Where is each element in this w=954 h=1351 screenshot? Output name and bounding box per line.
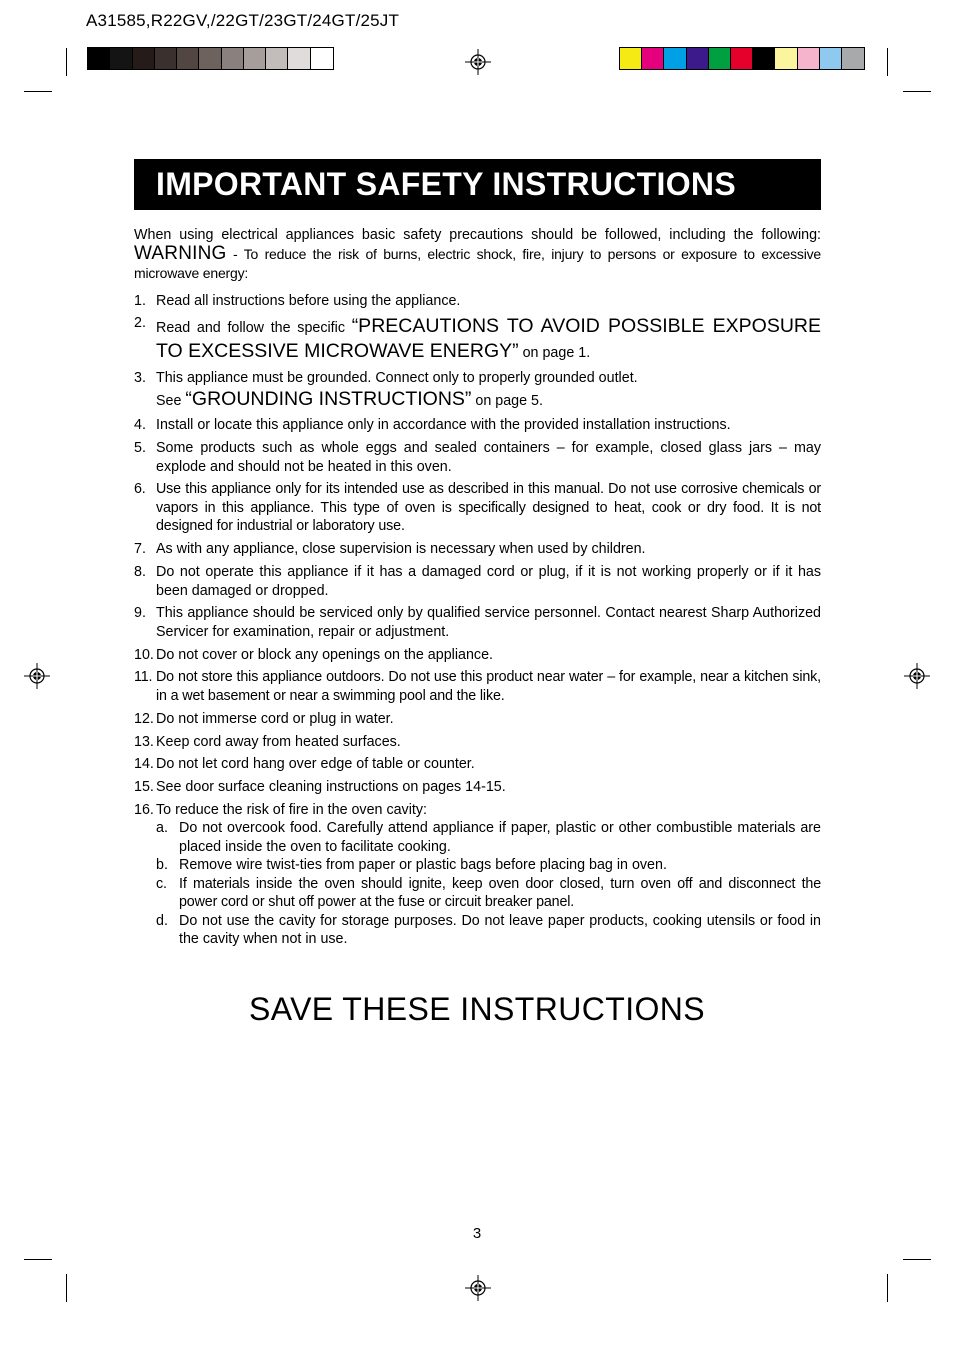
list-item xyxy=(134,563,821,600)
grayscale-color-bar xyxy=(87,47,334,70)
item-number: 1. xyxy=(134,292,146,309)
item-text: Do not use the cavity for storage purposes. Do not leave paper products, cooking utensils or food in the cavity when not in use. xyxy=(179,912,821,948)
item-number: 14. xyxy=(134,756,154,773)
intro-text: When using electrical appliances basic safety precautions should be followed, including the following: xyxy=(134,227,821,243)
item-text: As with any appliance, close supervision is necessary when used by children. xyxy=(156,541,646,558)
list-item xyxy=(134,733,821,752)
item-number: 4. xyxy=(134,417,146,434)
list-item xyxy=(134,540,821,559)
item-text: See xyxy=(156,393,186,410)
color-swatch xyxy=(642,48,664,69)
item-number: 12. xyxy=(134,710,154,727)
list-item xyxy=(134,778,821,797)
list-item xyxy=(134,480,821,536)
list-item xyxy=(134,439,821,476)
item-number: 3. xyxy=(134,369,146,386)
item-text: Do not operate this appliance if it has a damaged cord or plug, if it is not working properly or if it has been damaged or dropped. xyxy=(156,564,821,599)
item-text: This appliance must be grounded. Connect only to properly grounded outlet. xyxy=(156,369,638,386)
color-swatch xyxy=(88,48,110,69)
sub-list-item xyxy=(156,856,821,875)
item-text: Read all instructions before using the appliance. xyxy=(156,292,461,309)
warning-text: - To reduce the risk of burns, electric shock, fire, injury to persons or exposure to excessive microwave energy: xyxy=(134,245,821,281)
color-swatch xyxy=(820,48,842,69)
item-text: Install or locate this appliance only in accordance with the provided installation instructions. xyxy=(156,417,731,434)
item-number: c. xyxy=(156,875,167,892)
page-title: IMPORTANT SAFETY INSTRUCTIONS xyxy=(134,159,821,210)
crop-mark xyxy=(903,1259,931,1260)
list-item xyxy=(134,292,821,311)
process-color-bar xyxy=(619,47,865,70)
crop-mark xyxy=(66,1274,67,1302)
list-item xyxy=(134,668,821,705)
item-text: If materials inside the oven should ignite, keep oven door closed, turn oven off and disconnect the power cord or shut off power at the fuse or circuit breaker panel. xyxy=(179,875,821,911)
registration-mark-icon xyxy=(24,663,50,689)
color-swatch xyxy=(775,48,797,69)
registration-mark-icon xyxy=(904,663,930,689)
color-swatch xyxy=(798,48,820,69)
safety-content xyxy=(134,226,821,953)
list-item xyxy=(134,710,821,729)
crop-mark xyxy=(24,1259,52,1260)
item-text: Do not cover or block any openings on the appliance. xyxy=(156,646,493,663)
color-swatch xyxy=(709,48,731,69)
item-text: Do not store this appliance outdoors. Do not use this product near water – for example, near a kitchen sink, in a wet basement or near a swimming pool and the like. xyxy=(156,669,821,704)
sub-list-item xyxy=(156,875,821,912)
item-text: Do not let cord hang over edge of table or counter. xyxy=(156,756,475,773)
item-number: 16. xyxy=(134,801,154,818)
item-number: 5. xyxy=(134,440,146,457)
item-text: Read and follow the specific xyxy=(156,320,352,337)
list-item xyxy=(134,604,821,641)
color-swatch xyxy=(155,48,177,69)
item-number: 10. xyxy=(134,646,154,663)
crop-mark xyxy=(66,48,67,76)
color-swatch xyxy=(664,48,686,69)
color-swatch xyxy=(687,48,709,69)
color-swatch xyxy=(222,48,244,69)
warning-label: WARNING xyxy=(134,242,227,264)
color-swatch xyxy=(266,48,288,69)
item-number: a. xyxy=(156,820,168,837)
crop-mark xyxy=(903,91,931,92)
sub-list xyxy=(156,819,821,949)
item-number: 8. xyxy=(134,564,146,581)
color-swatch xyxy=(177,48,199,69)
item-number: 13. xyxy=(134,733,154,750)
item-text: This appliance should be serviced only by qualified service personnel. Contact nearest Sharp Authorized Servicer for examination, repair or adjustment. xyxy=(156,605,821,640)
color-swatch xyxy=(620,48,642,69)
color-swatch xyxy=(753,48,775,69)
item-emphasis: “GROUNDING INSTRUCTIONS” xyxy=(185,388,472,411)
crop-mark xyxy=(887,1274,888,1302)
registration-mark-icon xyxy=(465,49,491,75)
color-swatch xyxy=(244,48,266,69)
item-number: 7. xyxy=(134,541,146,558)
instruction-list xyxy=(134,292,821,949)
color-swatch xyxy=(842,48,864,69)
sub-list-item xyxy=(156,819,821,856)
registration-mark-icon xyxy=(465,1275,491,1301)
item-emphasis: “PRECAUTIONS TO AVOID POSSIBLE EXPOSURE TO EXCESSIVE MICROWAVE ENERGY” xyxy=(156,315,822,363)
item-number: b. xyxy=(156,857,168,874)
page-number: 3 xyxy=(472,1225,482,1242)
item-text: Keep cord away from heated surfaces. xyxy=(156,733,401,750)
item-text: Remove wire twist-ties from paper or plastic bags before placing bag in oven. xyxy=(179,857,667,874)
item-text: To reduce the risk of fire in the oven cavity: xyxy=(156,801,427,818)
color-swatch xyxy=(110,48,132,69)
item-number: 9. xyxy=(134,605,146,622)
item-text: Do not overcook food. Carefully attend appliance if paper, plastic or other combustible materials are placed inside the oven to facilitate cooking. xyxy=(179,820,821,855)
save-instructions-heading: SAVE THESE INSTRUCTIONS xyxy=(248,991,706,1027)
item-number: 6. xyxy=(134,481,146,498)
color-swatch xyxy=(731,48,753,69)
list-item xyxy=(134,801,821,949)
list-item xyxy=(134,646,821,665)
item-number: 2. xyxy=(134,315,146,332)
sub-list-item xyxy=(156,912,821,949)
color-swatch xyxy=(311,48,333,69)
list-item xyxy=(134,314,821,364)
crop-mark xyxy=(24,91,52,92)
color-swatch xyxy=(133,48,155,69)
item-number: 11. xyxy=(134,669,153,686)
item-text: on page 1. xyxy=(518,345,591,362)
list-item xyxy=(134,755,821,774)
intro-paragraph xyxy=(134,226,821,284)
item-text: Do not immerse cord or plug in water. xyxy=(156,710,394,727)
item-number: d. xyxy=(156,912,168,929)
color-swatch xyxy=(288,48,310,69)
list-item xyxy=(134,416,821,435)
item-text: on page 5. xyxy=(471,393,543,410)
item-text: Use this appliance only for its intended use as described in this manual. Do not use corrosive chemicals or vapors in this appliance. This type of oven is specifically designed to heat, cook or dry food. It is not designed for industrial or laboratory use. xyxy=(156,481,821,535)
crop-mark xyxy=(887,48,888,76)
color-swatch xyxy=(199,48,221,69)
item-text: Some products such as whole eggs and sealed containers – for example, closed glass jars – may explode and should not be heated in this oven. xyxy=(156,440,821,475)
header-code: A31585,R22GV,/22GT/23GT/24GT/25JT xyxy=(86,11,400,30)
item-text: See door surface cleaning instructions on pages 14-15. xyxy=(156,779,506,796)
list-item xyxy=(134,369,821,413)
item-number: 15. xyxy=(134,779,154,796)
